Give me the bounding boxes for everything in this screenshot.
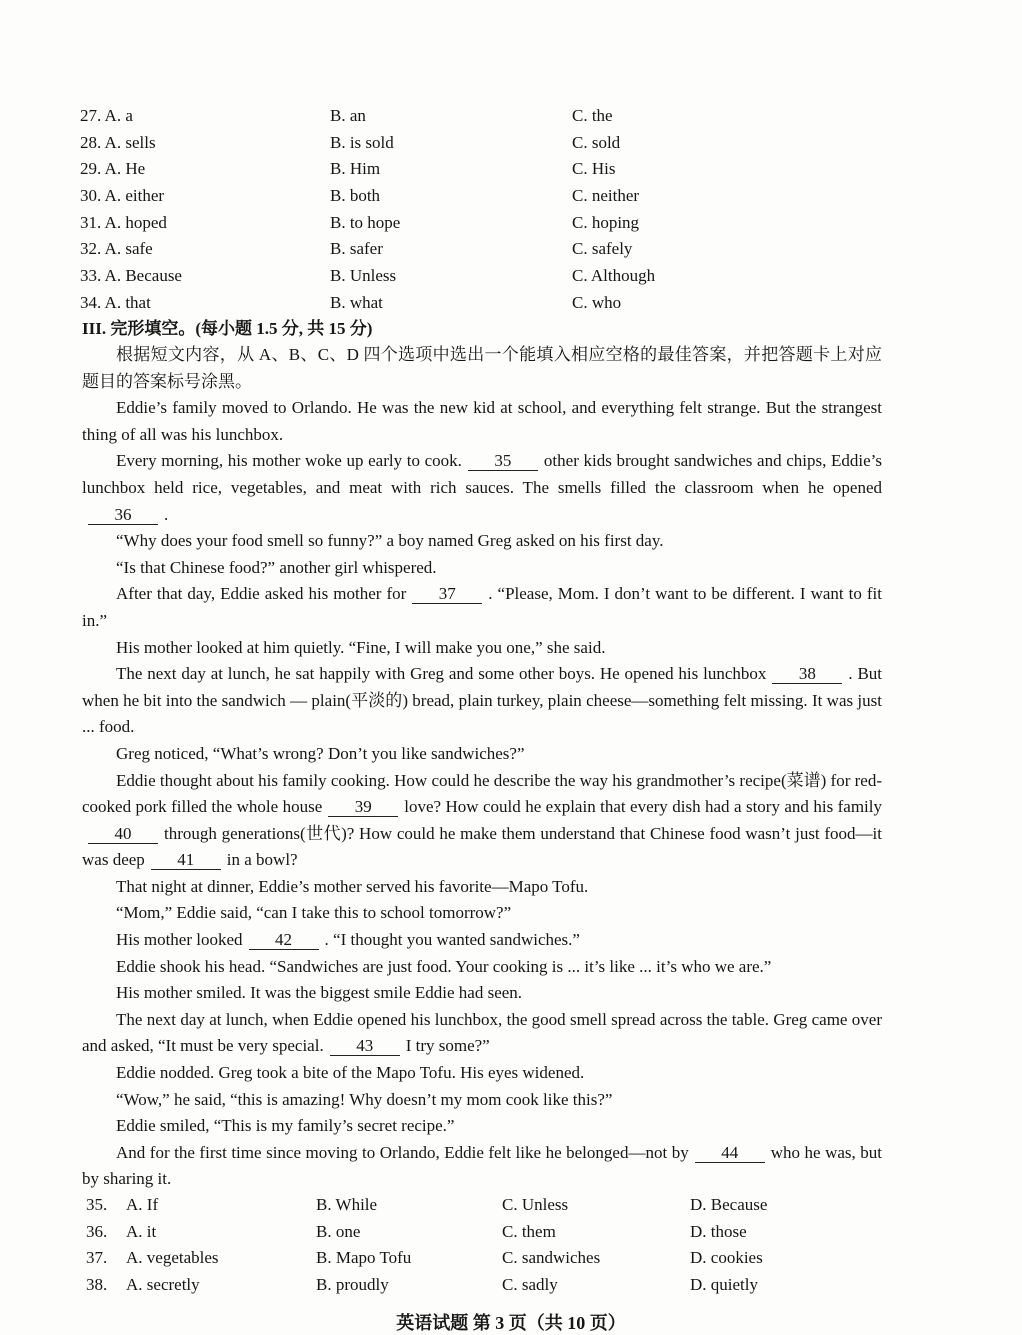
paragraph: “Wow,” he said, “this is amazing! Why doesn’t my mom cook like this?” (116, 1089, 613, 1109)
blank-35: 35 (468, 452, 538, 471)
option-row-34 (80, 290, 880, 317)
option-c: C. safely (572, 239, 633, 259)
option-c: C. neither (572, 186, 640, 206)
option-row-31 (80, 210, 880, 237)
options-27-34 (80, 103, 880, 317)
paragraph: “Why does your food smell so funny?” a boy named Greg asked on his first day. (116, 531, 664, 551)
paragraph: His mother smiled. It was the biggest smile Eddie had seen. (116, 983, 523, 1003)
blank-37: 37 (412, 585, 482, 604)
answer-row-37 (82, 1245, 902, 1272)
blank-43: 43 (330, 1037, 400, 1056)
paragraph (82, 1007, 882, 1060)
question-number: 37. (86, 1248, 108, 1268)
blank-44: 44 (695, 1144, 765, 1163)
question-number: 35. (86, 1195, 108, 1214)
option-c: C. His (572, 159, 616, 179)
paragraph (82, 927, 882, 954)
option-b: B. is sold (330, 132, 394, 152)
option-b: B. one (316, 1221, 361, 1241)
paragraph (82, 1140, 882, 1193)
text: I try some?” (405, 1036, 490, 1056)
page-footer: 英语试题 第 3 页（共 10 页） (396, 1313, 626, 1333)
option-row-29 (80, 156, 880, 183)
answer-row-36 (82, 1219, 902, 1246)
text: . “I thought you wanted sandwiches.” (324, 930, 580, 950)
paragraph: Eddie’s family moved to Orlando. He was the new kid at school, and everything felt strange. But the strangest thing of all was his lunchbox. (82, 398, 882, 444)
paragraph: Eddie shook his head. “Sandwiches are just food. Your cooking is ... it’s like ... it’s who we are.” (116, 956, 772, 976)
option-row-28 (80, 130, 880, 157)
option-a: A. it (126, 1221, 157, 1241)
option-b: B. to hope (330, 212, 401, 232)
text: Eddie thought about his family cooking. How could he describe the way his grandmother’s recipe(菜谱) for red-cooked pork filled the whole house (82, 770, 882, 817)
text: who he was, but by sharing it. (82, 1142, 883, 1189)
option-c: C. the (572, 106, 613, 125)
option-c: C. Although (572, 266, 656, 286)
option-c: C. who (572, 292, 622, 312)
option-a: A. vegetables (126, 1248, 219, 1268)
text: Every morning, his mother woke up early to cook. (116, 451, 462, 471)
text: . But when he bit into the sandwich — plain(平淡的) bread, plain turkey, plain cheese—something felt missing. It was just ... food. (82, 664, 883, 737)
option-b: B. While (316, 1195, 378, 1214)
paragraph (82, 661, 882, 741)
option-b: B. what (330, 292, 383, 312)
option-b: B. proudly (316, 1275, 389, 1295)
text: . “Please, Mom. I don’t want to be different. I want to fit in.” (82, 584, 882, 630)
option-a: A. secretly (126, 1275, 200, 1295)
option-b: B. Him (330, 159, 381, 179)
option-d: D. cookies (690, 1248, 763, 1268)
paragraph: Greg noticed, “What’s wrong? Don’t you like sandwiches?” (116, 743, 525, 763)
option-c: C. sandwiches (502, 1248, 601, 1268)
option-c: C. them (502, 1221, 556, 1241)
option-b: B. an (330, 106, 366, 125)
blank-41: 41 (151, 851, 221, 870)
text: in a bowl? (226, 850, 298, 870)
option-a: 30. A. either (80, 186, 165, 206)
option-c: C. sadly (502, 1275, 558, 1295)
paragraph: “Is that Chinese food?” another girl whispered. (116, 557, 437, 577)
option-a: 27. A. a (80, 106, 133, 125)
option-b: B. both (330, 186, 381, 206)
blank-40: 40 (88, 825, 158, 844)
option-d: D. quietly (690, 1275, 758, 1295)
option-d: D. Because (690, 1195, 768, 1214)
options-35-38 (82, 1192, 902, 1299)
blank-36: 36 (88, 506, 158, 525)
answer-row-38 (82, 1272, 902, 1299)
option-b: B. Mapo Tofu (316, 1248, 412, 1268)
option-b: B. safer (330, 239, 383, 259)
paragraph: His mother looked at him quietly. “Fine, I will make you one,” she said. (116, 637, 606, 657)
option-a: 33. A. Because (80, 266, 182, 286)
paragraph: Eddie smiled, “This is my family’s secret recipe.” (116, 1116, 455, 1136)
option-b: B. Unless (330, 266, 397, 286)
text: His mother looked (116, 930, 243, 950)
question-number: 36. (86, 1221, 108, 1241)
option-row-27 (80, 103, 880, 130)
text: The next day at lunch, he sat happily with Greg and some other boys. He opened his lunchbox (116, 664, 767, 684)
question-number: 38. (86, 1275, 108, 1295)
cloze-passage (82, 342, 882, 1193)
text: After that day, Eddie asked his mother for (116, 584, 407, 604)
blank-39: 39 (328, 798, 398, 817)
option-row-33 (80, 263, 880, 290)
option-c: C. sold (572, 132, 621, 152)
paragraph: “Mom,” Eddie said, “can I take this to school tomorrow?” (116, 903, 512, 923)
text: love? How could he explain that every dish had a story and his family (404, 797, 883, 817)
option-row-30 (80, 183, 880, 210)
paragraph (82, 448, 882, 528)
blank-38: 38 (772, 665, 842, 684)
option-a: 28. A. sells (80, 132, 156, 152)
blank-42: 42 (249, 931, 319, 950)
paragraph: Eddie nodded. Greg took a bite of the Mapo Tofu. His eyes widened. (116, 1063, 585, 1083)
text: through generations(世代)? How could he make them understand that Chinese food wasn’t just food—it was deep (82, 823, 882, 870)
option-d: D. those (690, 1221, 747, 1241)
option-c: C. hoping (572, 212, 640, 232)
text: And for the first time since moving to Orlando, Eddie felt like he belonged—not by (116, 1142, 689, 1162)
paragraph (82, 581, 882, 634)
option-a: A. If (126, 1195, 159, 1214)
paragraph (82, 768, 882, 874)
answer-row-35 (82, 1192, 902, 1219)
text: The next day at lunch, when Eddie opened his lunchbox, the good smell spread across the table. Greg came over and asked, “It must be very special. (82, 1009, 882, 1056)
instruction: 根据短文内容，从 A、B、C、D 四个选项中选出一个能填入相应空格的最佳答案，并把答题卡上对应题目的答案标号涂黑。 (82, 345, 882, 391)
option-row-32 (80, 236, 880, 263)
paragraph: That night at dinner, Eddie’s mother served his favorite—Mapo Tofu. (116, 876, 589, 896)
option-a: 32. A. safe (80, 239, 153, 259)
text: . (164, 504, 169, 524)
option-c: C. Unless (502, 1195, 569, 1214)
option-a: 29. A. He (80, 159, 146, 179)
text: other kids brought sandwiches and chips, Eddie’s lunchbox held rice, vegetables, and meat with rich sauces. The smells filled the classroom when he opened (82, 451, 882, 497)
section-title: III. 完形填空。(每小题 1.5 分, 共 15 分) (82, 319, 373, 338)
option-a: 31. A. hoped (80, 212, 167, 232)
option-a: 34. A. that (80, 292, 151, 312)
